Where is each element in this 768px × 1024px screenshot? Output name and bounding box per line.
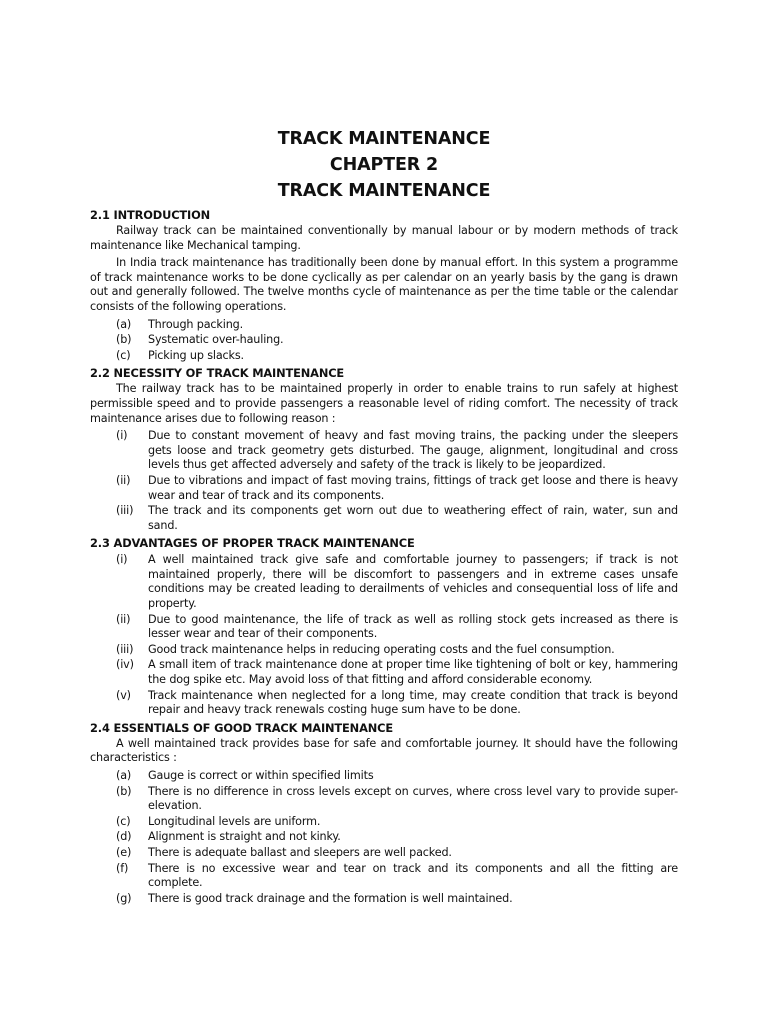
list-marker: (ii) (116, 612, 131, 626)
list-item (90, 474, 678, 503)
list-marker: (a) (116, 769, 132, 782)
list-item (90, 689, 678, 718)
chapter-number: CHAPTER 2 (329, 155, 439, 175)
list-item-text: Longitudinal levels are uniform. (148, 814, 321, 828)
list-marker: (b) (116, 333, 132, 347)
section-heading: 2.3 ADVANTAGES OF PROPER TRACK MAINTENANCE (90, 536, 415, 551)
list-item-text: A well maintained track give safe and comfortable journey to passengers; if track is not maintained properly, there will be discomfort to passengers and in extreme cases unsafe conditions may be created leading to derailments of vehicles and consequential loss of life and property. (148, 553, 678, 611)
paragraph: A well maintained track provides base for safe and comfortable journey. It should have the following characteristics : (90, 736, 678, 765)
advantages-list (90, 553, 678, 718)
list-marker: (ii) (116, 473, 131, 487)
section-essentials (90, 721, 678, 907)
list-marker: (iii) (116, 642, 134, 656)
list-marker: (c) (116, 814, 131, 828)
list-item-text: A small item of track maintenance done at proper time like tightening of bolt or key, hammering the dog spike etc. May avoid loss of that fitting and afford considerable economy. (148, 658, 678, 687)
list-item (90, 769, 678, 784)
list-item-text: Gauge is correct or within specified limits (148, 769, 374, 782)
list-marker: (f) (116, 861, 129, 875)
title-block (90, 126, 678, 204)
list-item-text: Alignment is straight and not kinky. (148, 830, 341, 844)
list-item-text: Due to constant movement of heavy and fast moving trains, the packing under the sleepers gets loose and track geometry gets disturbed. The gauge, alignment, longitudinal and cross levels thus get affected adversely and safety of the track is likely to be jeopardized. (148, 429, 678, 472)
list-marker: (a) (116, 317, 132, 331)
list-item (90, 333, 678, 348)
list-marker: (c) (116, 348, 131, 362)
list-item (90, 892, 678, 907)
list-item-text: There is adequate ballast and sleepers are well packed. (148, 845, 452, 859)
paragraph: The railway track has to be maintained properly in order to enable trains to run safely at highest permissible speed and to provide passengers a reasonable level of riding comfort. The necessity of track maintenance arises due to following reason : (90, 382, 678, 425)
list-marker: (iv) (116, 658, 134, 672)
reasons-list (90, 429, 678, 533)
list-item-text: Through packing. (148, 317, 244, 331)
list-item-text: Good track maintenance helps in reducing operating costs and the fuel consumption. (148, 642, 615, 656)
list-marker: (i) (116, 553, 128, 567)
section-heading: 2.1 INTRODUCTION (90, 208, 211, 222)
list-item-text: Track maintenance when neglected for a long time, may create condition that track is beyond repair and heavy track renewals costing huge sum have to be done. (148, 688, 678, 717)
paragraph: In India track maintenance has traditionally been done by manual effort. In this system a programme of track maintenance works to be done cyclically as per calendar on an yearly basis by the gang is drawn out and generally followed. The twelve months cycle of maintenance as per the time table or the calendar consists of the following operations. (90, 256, 678, 313)
operations-list (90, 318, 678, 364)
list-marker: (d) (116, 830, 132, 844)
list-item-text: Due to good maintenance, the life of track as well as rolling stock gets increased as there is lesser wear and tear of their components. (148, 612, 678, 641)
list-item (90, 846, 678, 861)
list-item (90, 815, 678, 830)
list-item-text: Picking up slacks. (148, 348, 244, 362)
list-item-text: There is no difference in cross levels except on curves, where cross level vary to provide super-elevation. (148, 784, 678, 813)
section-heading: 2.2 NECESSITY OF TRACK MAINTENANCE (90, 366, 345, 381)
list-item-text: There is good track drainage and the formation is well maintained. (148, 891, 513, 905)
list-marker: (iii) (116, 504, 134, 518)
list-item (90, 658, 678, 687)
list-item (90, 643, 678, 658)
list-item (90, 429, 678, 473)
list-item (90, 318, 678, 333)
document-title: TRACK MAINTENANCE (277, 129, 491, 149)
list-item (90, 830, 678, 845)
paragraph: Railway track can be maintained conventionally by manual labour or by modern methods of track maintenance like Mechanical tamping. (90, 224, 678, 252)
list-item-text: The track and its components get worn out due to weathering effect of rain, water, sun and sand. (148, 504, 678, 532)
section-necessity (90, 366, 678, 533)
section-heading: 2.4 ESSENTIALS OF GOOD TRACK MAINTENANCE (90, 720, 393, 735)
chapter-title: TRACK MAINTENANCE (277, 181, 491, 201)
list-item-text: Systematic over-hauling. (148, 333, 284, 347)
list-marker: (v) (116, 688, 131, 702)
list-marker: (e) (116, 845, 132, 859)
list-marker: (b) (116, 784, 132, 798)
list-item (90, 785, 678, 814)
list-item (90, 504, 678, 533)
list-item (90, 553, 678, 611)
section-introduction (90, 208, 678, 363)
list-item (90, 862, 678, 891)
section-advantages (90, 536, 678, 718)
list-item (90, 613, 678, 642)
list-item-text: There is no excessive wear and tear on track and its components and all the fitting are complete. (148, 861, 678, 890)
list-marker: (g) (116, 891, 132, 905)
list-marker: (i) (116, 429, 128, 443)
list-item-text: Due to vibrations and impact of fast moving trains, fittings of track get loose and there is heavy wear and tear of track and its components. (148, 473, 678, 502)
list-item (90, 349, 678, 364)
characteristics-list (90, 769, 678, 906)
